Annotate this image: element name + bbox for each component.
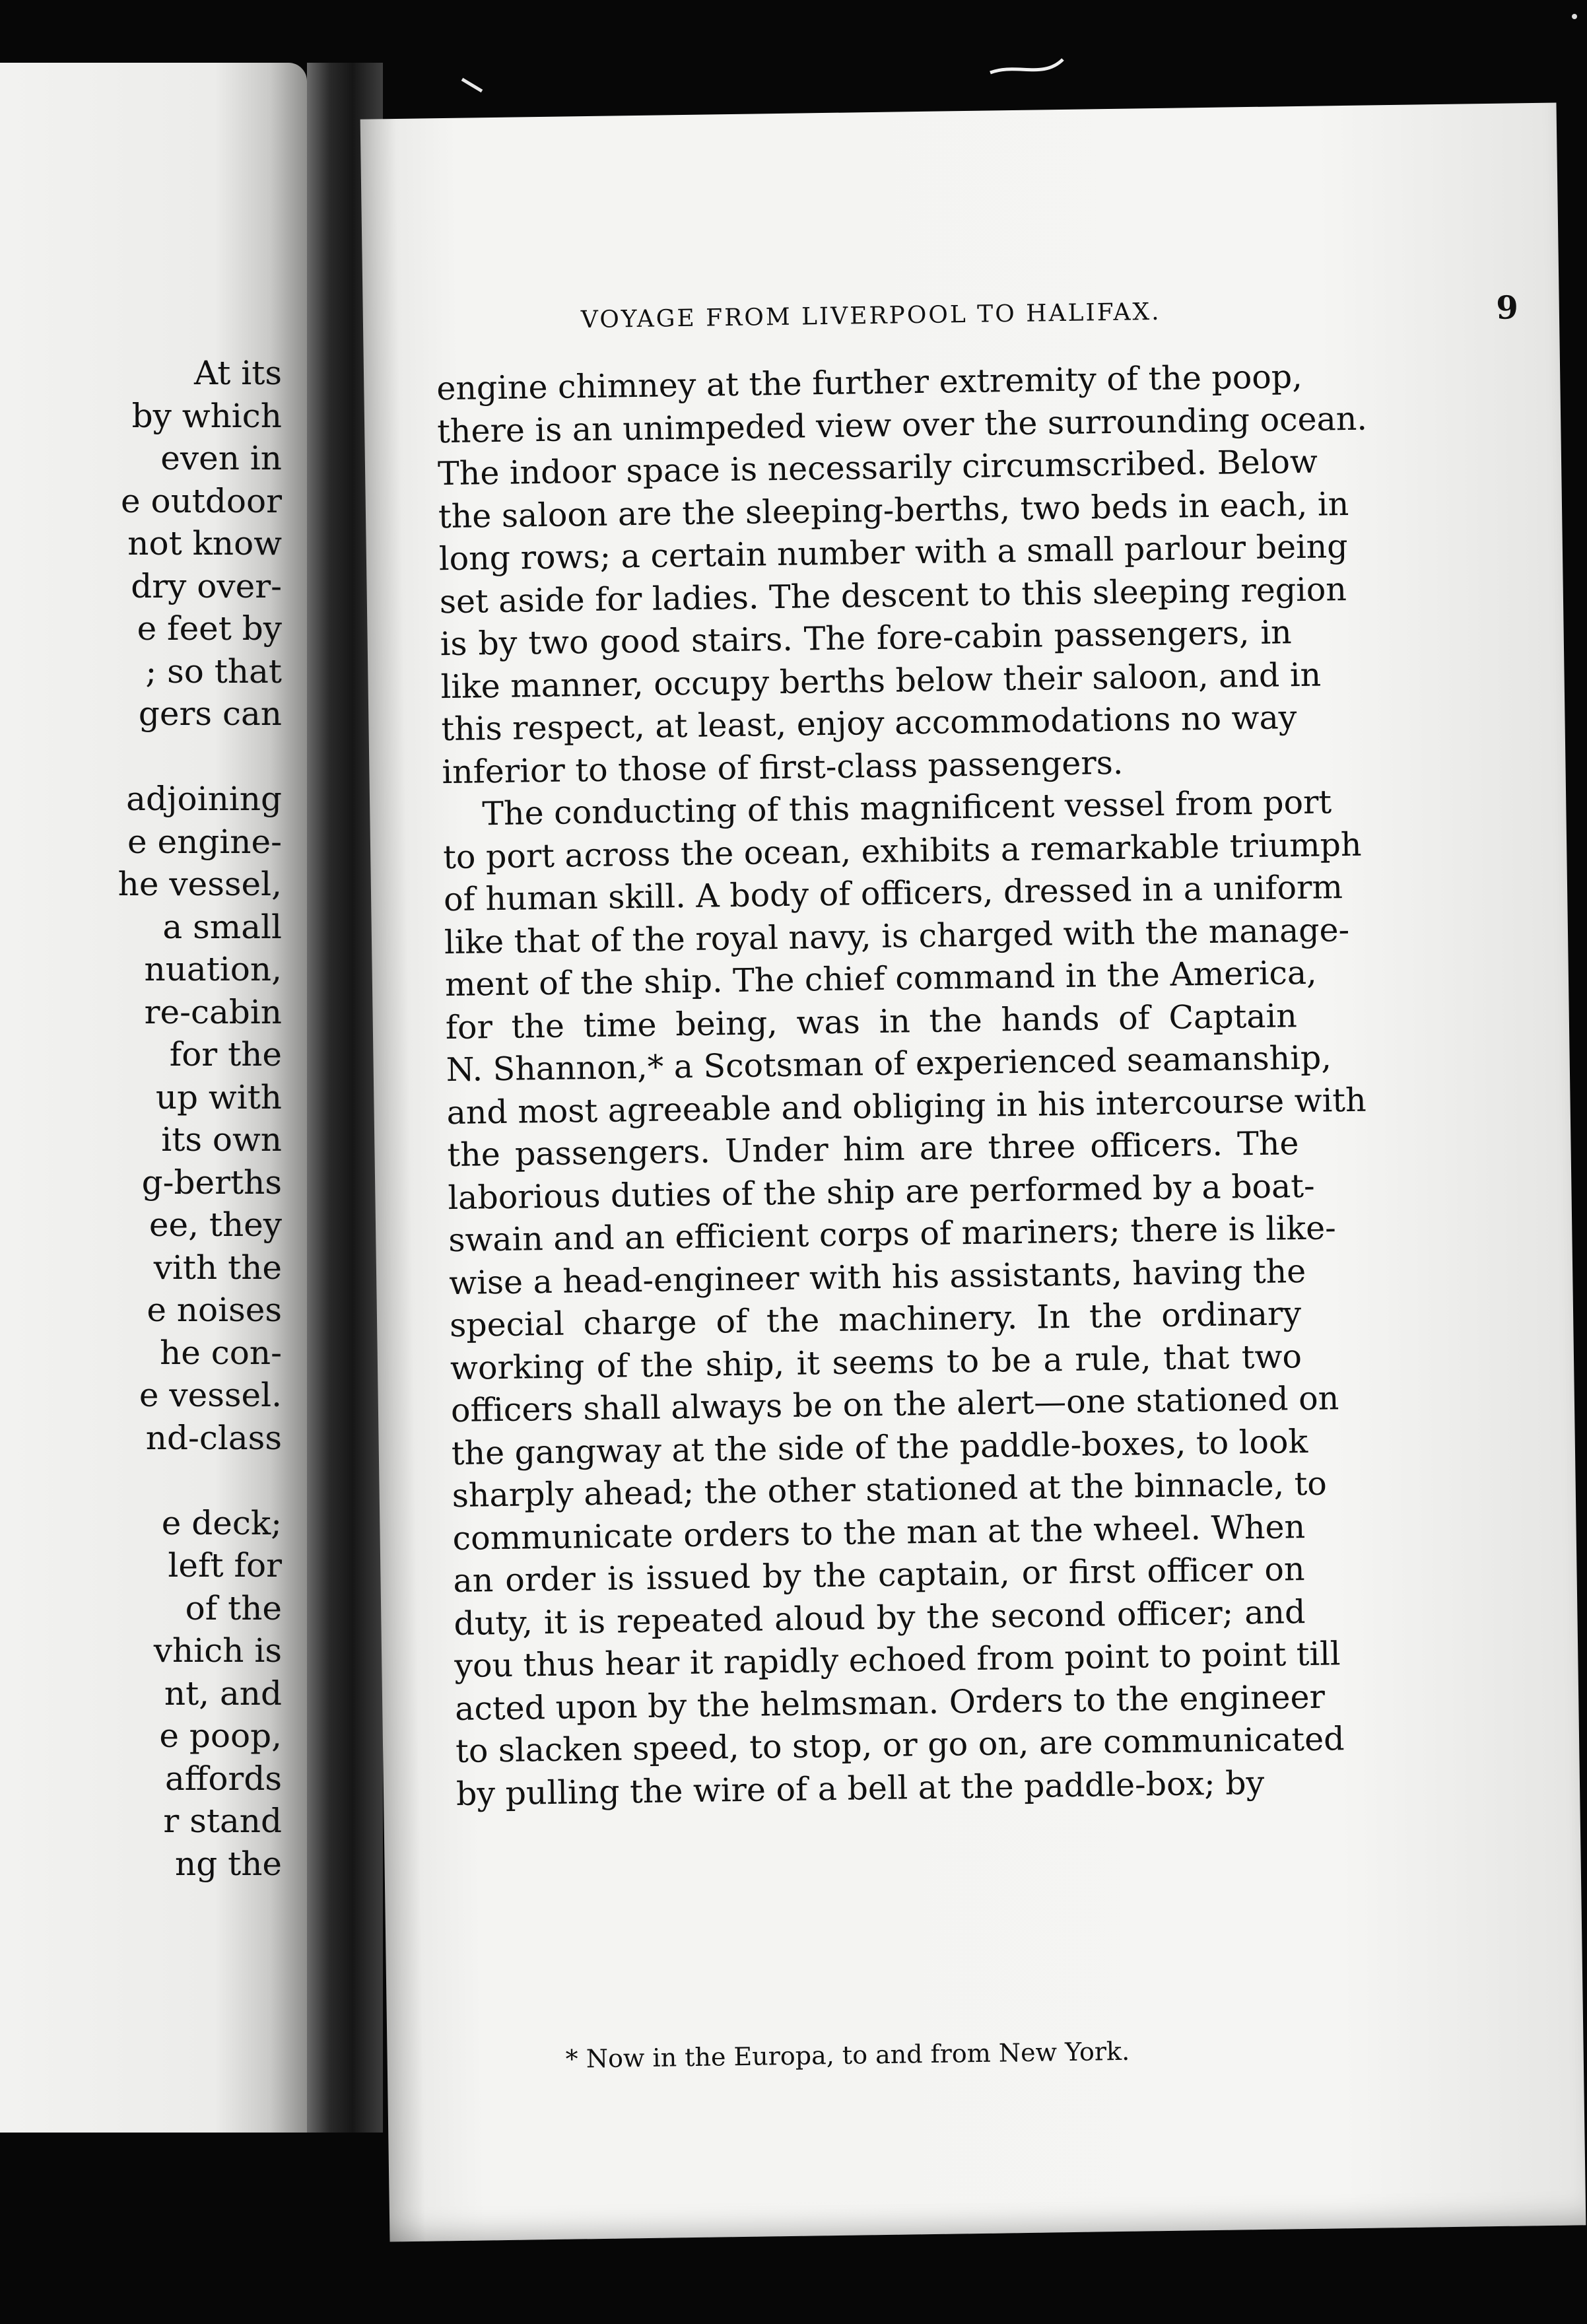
body-line: to port across the ocean, exhibits a remarkable triumph	[442, 825, 1362, 876]
body-line: The indoor space is necessarily circumscribed. Below	[437, 442, 1318, 493]
body-line: of human skill. A body of officers, dressed in a uniform	[443, 868, 1343, 919]
left-page-line: gers can	[138, 695, 282, 733]
body-line: like that of the royal navy, is charged with the manage-	[444, 910, 1350, 961]
left-page-line: g-berths	[141, 1163, 282, 1202]
body-line: N. Shannon,* a Scotsman of experienced seamanship,	[446, 1039, 1332, 1089]
running-head	[580, 289, 1519, 334]
left-page-line: nt, and	[164, 1674, 282, 1713]
left-page-line: re-cabin	[144, 992, 282, 1031]
body-line: working of the ship, it seems to be a rule, that two	[450, 1337, 1302, 1387]
left-page-line: dry over-	[131, 566, 282, 605]
left-page-gap	[0, 1459, 282, 1502]
body-line: and most agreeable and obliging in his intercourse with	[446, 1081, 1367, 1132]
body-line: officers shall always be on the alert—one stationed on	[450, 1379, 1339, 1430]
body-line: duty, it is repeated aloud by the second officer; and	[454, 1592, 1306, 1643]
left-page-line: not know	[127, 524, 282, 563]
left-page-line: nuation,	[144, 950, 282, 988]
body-line: the saloon are the sleeping-berths, two beds in each, in	[438, 485, 1349, 535]
left-page-line: r stand	[163, 1802, 282, 1840]
body-line: the passengers. Under him are three officers. The	[447, 1124, 1299, 1175]
body-line: sharply ahead; the other stationed at the binnacle, to	[452, 1464, 1328, 1515]
footnote: * Now in the Europa, to and from New York.	[565, 2036, 1130, 2074]
body-line: special charge of the machinery. In the ordinary	[449, 1295, 1302, 1345]
left-page-line: affords	[164, 1759, 282, 1798]
left-page-line: e poop,	[159, 1717, 282, 1755]
left-page-line: e outdoor	[121, 481, 282, 520]
body-line: acted upon by the helmsman. Orders to the engineer	[454, 1678, 1326, 1728]
left-page-line: by which	[131, 396, 282, 435]
body-line: for the time being, was in the hands of Captain	[445, 996, 1298, 1046]
left-page-line: nd-class	[145, 1418, 282, 1457]
body-line: wise a head-engineer with his assistants, having the	[448, 1252, 1306, 1302]
left-page-line: e engine-	[127, 822, 282, 861]
body-line: to slacken speed, to stop, or go on, are communicated	[455, 1720, 1345, 1771]
body-line: laborious duties of the ship are performed by a boat-	[448, 1167, 1315, 1217]
left-page-gap	[0, 735, 282, 778]
body-line: long rows; a certain number with a small parlour being	[438, 527, 1348, 578]
body-line: there is an unimpeded view over the surrounding ocean.	[436, 399, 1368, 450]
page-number: 9	[1496, 289, 1519, 327]
left-page-line: left for	[168, 1546, 282, 1585]
left-page-line: ng the	[175, 1844, 282, 1883]
left-page-line: of the	[185, 1589, 282, 1627]
left-page-line: e feet by	[137, 609, 282, 648]
body-line: is by two good stairs. The fore-cabin passengers, in	[440, 613, 1293, 664]
left-page	[0, 63, 307, 2133]
right-page	[360, 103, 1586, 2242]
left-page-line: up with	[155, 1077, 282, 1116]
left-page-line: ee, they	[149, 1206, 282, 1244]
body-line: ment of the ship. The chief command in the America,	[444, 953, 1318, 1004]
left-page-line: e noises	[147, 1291, 282, 1329]
left-page-line: even in	[160, 439, 282, 477]
left-page-line: its own	[161, 1120, 282, 1159]
body-text	[436, 356, 1368, 1816]
body-line: by pulling the wire of a bell at the paddle-box; by	[456, 1763, 1265, 1813]
left-page-line: for the	[169, 1035, 282, 1074]
body-line: The conducting of this magnificent vessel from port	[481, 783, 1332, 833]
running-head-title: VOYAGE FROM LIVERPOOL TO HALIFAX.	[580, 298, 1161, 334]
left-page-line: a small	[162, 907, 282, 946]
left-page-line: At its	[194, 354, 282, 392]
left-page-line: vith the	[153, 1248, 282, 1287]
left-page-line: ; so that	[145, 652, 282, 691]
left-page-line: he con-	[160, 1333, 282, 1372]
body-line: inferior to those of first-class passengers.	[442, 743, 1124, 791]
body-line: an order is issued by the captain, or first officer on	[453, 1550, 1305, 1600]
body-line: engine chimney at the further extremity of the poop,	[436, 357, 1303, 408]
body-line: the gangway at the side of the paddle-boxes, to look	[451, 1422, 1308, 1472]
left-page-line: e vessel.	[139, 1376, 282, 1414]
body-line: communicate orders to the man at the wheel. When	[452, 1507, 1306, 1557]
left-page-text	[0, 352, 282, 1885]
left-page-line: he vessel,	[118, 865, 282, 903]
left-page-line: e deck;	[161, 1503, 282, 1542]
body-line: like manner, occupy berths below their saloon, and in	[440, 656, 1322, 706]
body-line: swain and an efficient corps of mariners; there is like-	[448, 1209, 1337, 1260]
left-page-line: adjoining	[126, 780, 282, 818]
body-line: this respect, at least, enjoy accommodations no way	[441, 699, 1297, 749]
body-line: set aside for ladies. The descent to this sleeping region	[439, 570, 1347, 621]
body-line: you thus hear it rapidly echoed from point to point till	[454, 1635, 1341, 1686]
left-page-line: vhich is	[153, 1631, 282, 1670]
